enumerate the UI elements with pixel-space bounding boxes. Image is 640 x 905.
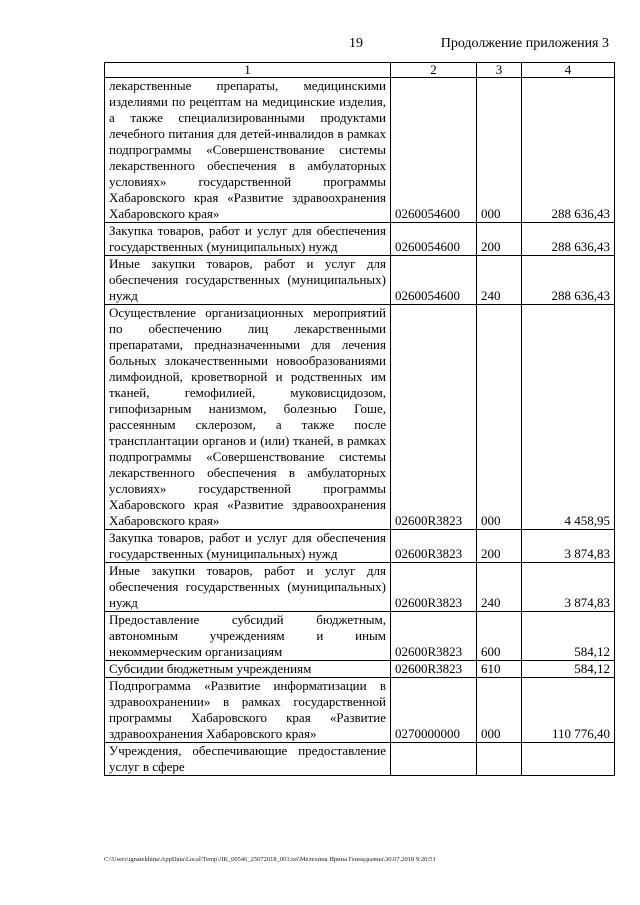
row-code: 0270000000 — [391, 678, 477, 743]
row-name: Осуществление организационных мероприятий по обеспечению лиц лекарственными препаратами, предназначенными для лечения больных злокачественными новообразованиями лимфоидной, кроветворной и родственных им тканей, гемофилией, муковисцидозом, гипофизарным нанизмом, болезнью Гоше, рассеянным склерозом, а также после трансплантации органов и (или) тканей, в рамках подпрограммы «Совершенствование системы лекарственного обеспечения в амбулаторных условиях» государственной программы Хабаровского края «Развитие здравоохранения Хабаровского края» — [105, 305, 391, 530]
column-header: 1 — [105, 63, 391, 78]
row-name: Иные закупки товаров, работ и услуг для обеспечения государственных (муниципальных) нужд — [105, 563, 391, 612]
row-amount: 110 776,40 — [522, 678, 615, 743]
row-code — [391, 743, 477, 776]
row-amount: 584,12 — [522, 661, 615, 678]
row-code: 0260054600 — [391, 223, 477, 256]
table-row — [105, 530, 615, 563]
row-name: Иные закупки товаров, работ и услуг для обеспечения государственных (муниципальных) нужд — [105, 256, 391, 305]
row-name: Закупка товаров, работ и услуг для обеспечения государственных (муниципальных) нужд — [105, 530, 391, 563]
row-type: 200 — [477, 530, 522, 563]
table-row — [105, 743, 615, 776]
row-amount: 584,12 — [522, 612, 615, 661]
table-row — [105, 563, 615, 612]
row-amount: 288 636,43 — [522, 223, 615, 256]
row-code: 02600R3823 — [391, 661, 477, 678]
row-type: 000 — [477, 78, 522, 223]
column-header: 3 — [477, 63, 522, 78]
row-type — [477, 743, 522, 776]
column-header: 4 — [522, 63, 615, 78]
row-type: 200 — [477, 223, 522, 256]
row-code: 02600R3823 — [391, 612, 477, 661]
row-name: Подпрограмма «Развитие информатизации в здравоохранении» в рамках государственной программы Хабаровского края «Развитие здравоохранения Хабаровского края» — [105, 678, 391, 743]
row-amount: 288 636,43 — [522, 78, 615, 223]
row-type: 000 — [477, 678, 522, 743]
table-row — [105, 223, 615, 256]
row-amount: 3 874,83 — [522, 563, 615, 612]
file-path-footer: C:\Users\ignatekhina\AppData\Local\Temp\ЛК_00546_25072018_003.txt\Мелехина Ирина Геннадьевна\30.07.2018 9:20:51 — [104, 856, 436, 863]
row-code: 02600R3823 — [391, 563, 477, 612]
row-type: 610 — [477, 661, 522, 678]
row-code: 02600R3823 — [391, 305, 477, 530]
row-amount: 4 458,95 — [522, 305, 615, 530]
row-name: лекарственные препараты, медицинскими изделиями по рецептам на медицинские изделия, а также специализированными продуктами лечебного питания для детей-инвалидов в рамках подпрограммы «Совершенствование системы лекарственного обеспечения в амбулаторных условиях» государственной программы Хабаровского края «Развитие здравоохранения Хабаровского края» — [105, 78, 391, 223]
table-row — [105, 678, 615, 743]
row-type: 000 — [477, 305, 522, 530]
page-number: 19 — [349, 36, 363, 51]
row-name: Субсидии бюджетным учреждениям — [105, 661, 391, 678]
row-amount: 3 874,83 — [522, 530, 615, 563]
row-code: 0260054600 — [391, 78, 477, 223]
continuation-title: Продолжение приложения 3 — [440, 36, 609, 51]
row-name: Закупка товаров, работ и услуг для обеспечения государственных (муниципальных) нужд — [105, 223, 391, 256]
table-row — [105, 256, 615, 305]
table-header-row — [105, 63, 615, 78]
row-type: 240 — [477, 256, 522, 305]
row-name: Учреждения, обеспечивающие предоставление услуг в сфере — [105, 743, 391, 776]
row-amount — [522, 743, 615, 776]
row-type: 600 — [477, 612, 522, 661]
table-row — [105, 612, 615, 661]
row-name: Предоставление субсидий бюджетным, автономным учреждениям и иным некоммерческим организациям — [105, 612, 391, 661]
table-row — [105, 661, 615, 678]
row-type: 240 — [477, 563, 522, 612]
table-row — [105, 78, 615, 223]
row-code: 02600R3823 — [391, 530, 477, 563]
row-code: 0260054600 — [391, 256, 477, 305]
column-header: 2 — [391, 63, 477, 78]
row-amount: 288 636,43 — [522, 256, 615, 305]
budget-table — [104, 62, 615, 776]
table-row — [105, 305, 615, 530]
